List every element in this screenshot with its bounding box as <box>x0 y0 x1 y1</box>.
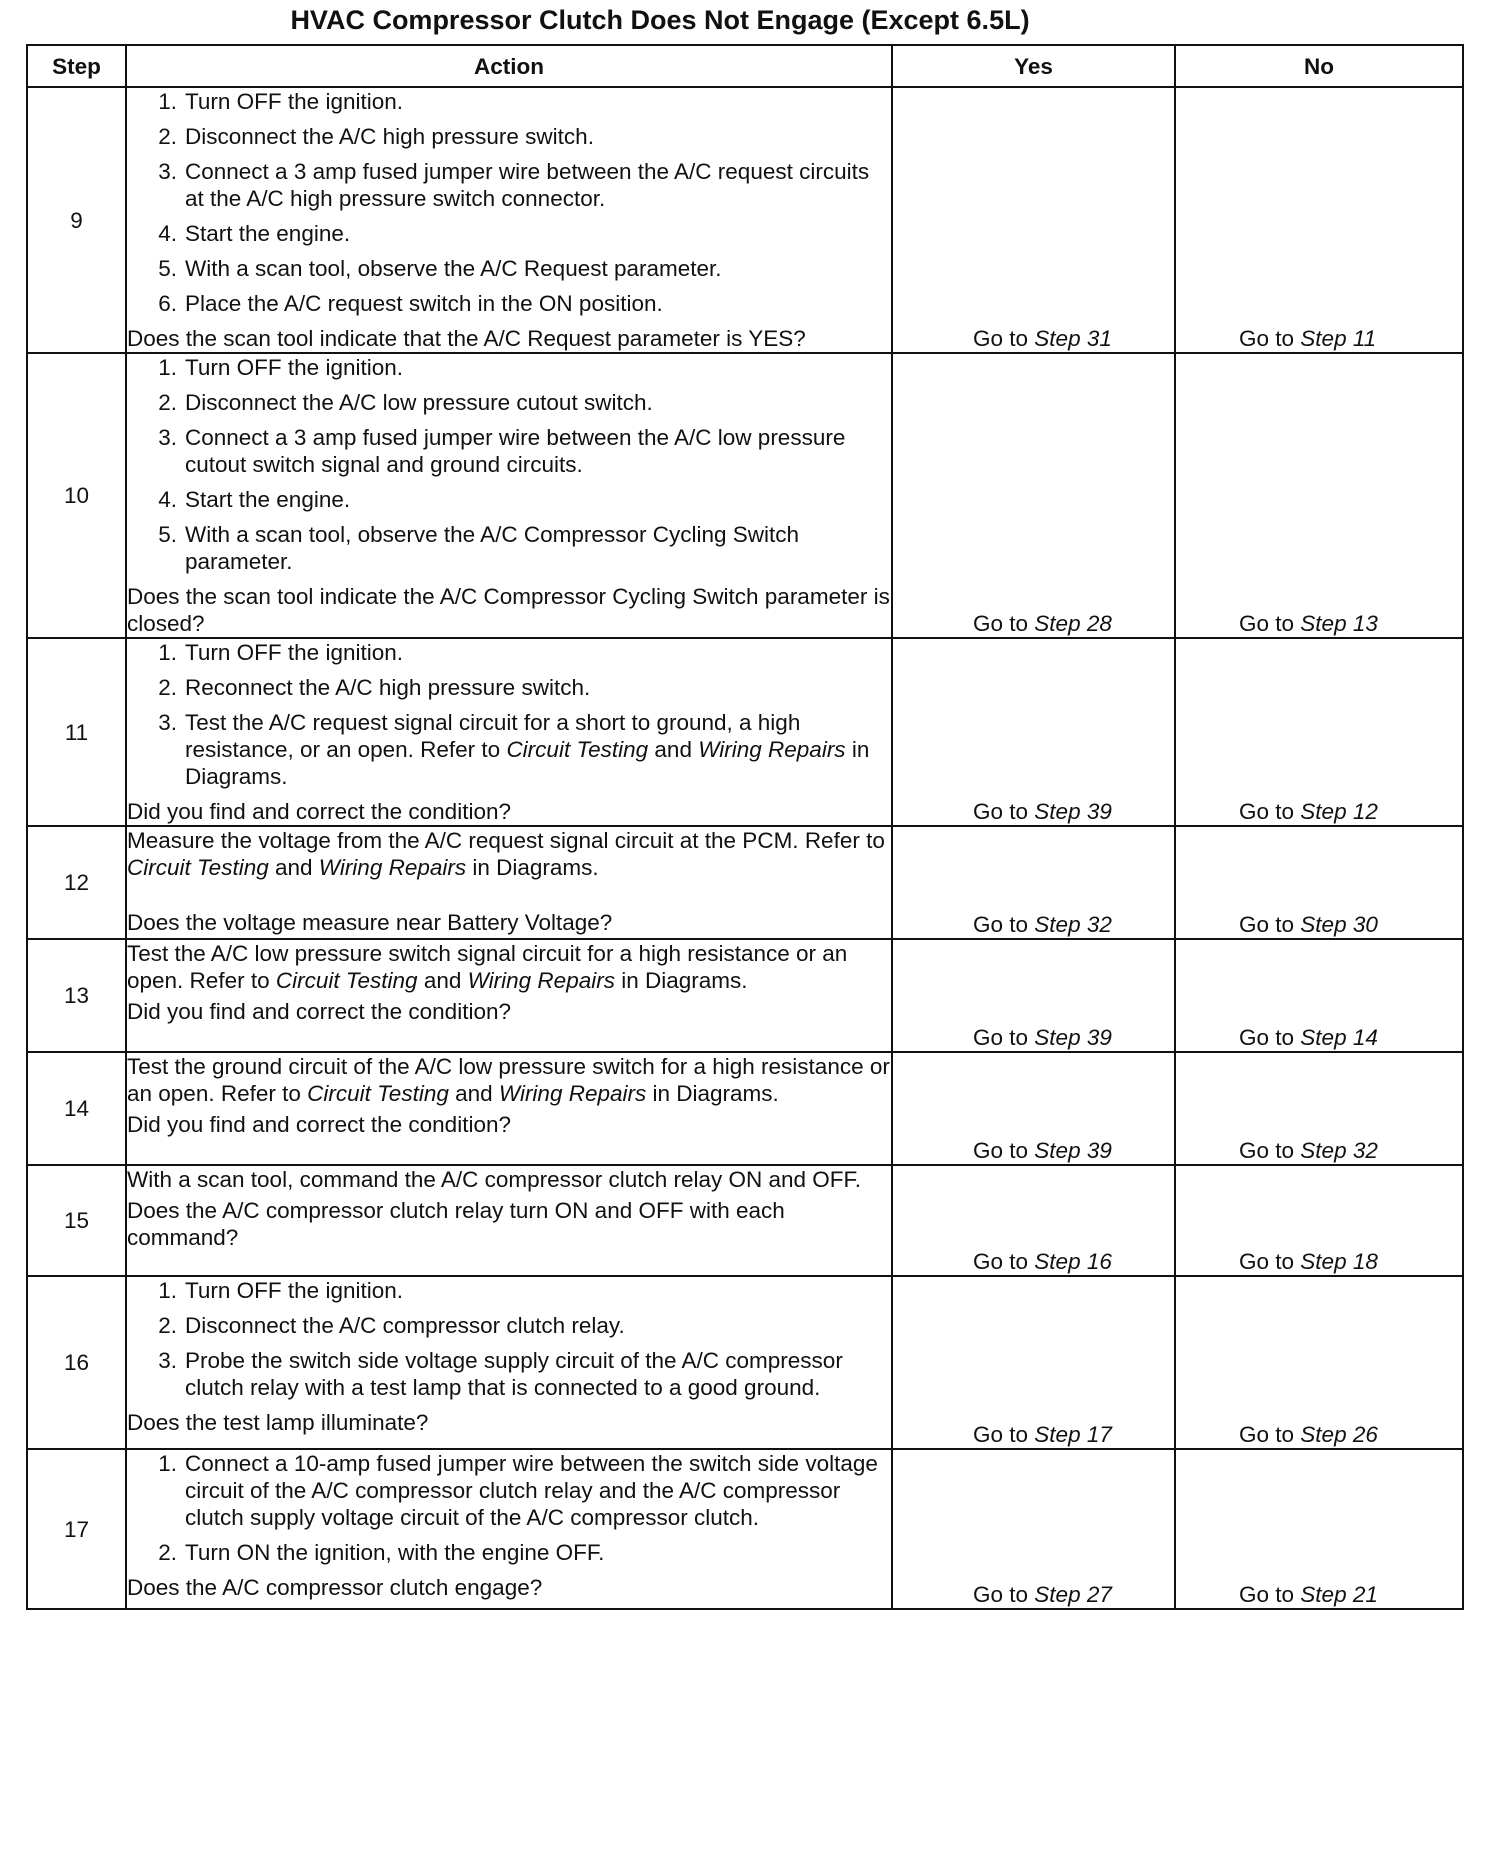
substep-text: With a scan tool, observe the A/C Request parameter. <box>185 256 722 281</box>
substep-text <box>185 709 891 790</box>
go-to-label: Go to <box>973 1138 1029 1163</box>
yes-result <box>893 1248 1174 1275</box>
go-to-label: Go to <box>1239 1422 1295 1447</box>
text-fragment: Test the A/C request signal circuit for a short to ground, a high resistance, or an open. Refer to <box>185 710 801 762</box>
no-result-cell <box>1175 1052 1463 1165</box>
go-to-label: Go to <box>1239 1249 1295 1274</box>
step-number: 15 <box>27 1165 126 1276</box>
step-number: 11 <box>27 638 126 826</box>
action-cell <box>126 826 892 939</box>
no-result <box>1176 911 1462 938</box>
text-fragment: in Diagrams. <box>185 737 870 789</box>
substep-number: 3. <box>158 425 177 450</box>
substep <box>127 290 891 317</box>
substep <box>127 1312 891 1339</box>
yes-result <box>893 798 1174 825</box>
header-no: No <box>1175 45 1463 87</box>
go-to-label: Go to <box>973 1025 1029 1050</box>
step-reference: Step 12 <box>1300 799 1378 824</box>
table-row <box>27 826 1463 939</box>
substep-number: 4. <box>158 221 177 246</box>
substep <box>127 424 891 478</box>
substep-text: With a scan tool, observe the A/C Compressor Cycling Switch parameter. <box>185 522 799 574</box>
header-yes: Yes <box>892 45 1175 87</box>
table-row <box>27 638 1463 826</box>
go-to-label: Go to <box>1239 611 1295 636</box>
no-result <box>1176 1421 1462 1448</box>
go-to-label: Go to <box>1239 912 1295 937</box>
substep <box>127 639 891 666</box>
go-to-label: Go to <box>1239 326 1295 351</box>
no-result <box>1176 1248 1462 1275</box>
action-paragraph <box>127 1053 891 1107</box>
action-cell <box>126 638 892 826</box>
substep-text: Start the engine. <box>185 221 351 246</box>
action-cell <box>126 1276 892 1449</box>
action-cell <box>126 87 892 353</box>
no-result-cell <box>1175 353 1463 638</box>
go-to-label: Go to <box>973 611 1029 636</box>
step-reference: Step 39 <box>1034 1025 1112 1050</box>
step-reference: Step 26 <box>1300 1422 1378 1447</box>
action-question: Did you find and correct the condition? <box>127 799 511 824</box>
yes-result-cell <box>892 638 1175 826</box>
yes-result <box>893 610 1174 637</box>
substep <box>127 486 891 513</box>
no-result-cell <box>1175 638 1463 826</box>
step-reference: Step 39 <box>1034 1138 1112 1163</box>
action-cell <box>126 353 892 638</box>
text-fragment: in Diagrams. <box>614 968 748 993</box>
substep-number: 5. <box>158 522 177 547</box>
substep <box>127 389 891 416</box>
go-to-label: Go to <box>973 1422 1029 1447</box>
reference-link-text: Wiring Repairs <box>467 968 615 993</box>
text-fragment: in Diagrams. <box>466 855 599 880</box>
reference-link-text: Circuit Testing <box>127 855 269 880</box>
yes-result-cell <box>892 1449 1175 1609</box>
step-number: 16 <box>27 1276 126 1449</box>
step-reference: Step 18 <box>1300 1249 1378 1274</box>
table-body <box>27 87 1463 1609</box>
go-to-label: Go to <box>973 799 1029 824</box>
substep <box>127 158 891 212</box>
table-row <box>27 1449 1463 1609</box>
table-row <box>27 353 1463 638</box>
substep-number: 2. <box>158 1313 177 1338</box>
go-to-label: Go to <box>1239 1582 1295 1607</box>
step-number: 17 <box>27 1449 126 1609</box>
substep-text: Turn OFF the ignition. <box>185 640 404 665</box>
substep-number: 2. <box>158 675 177 700</box>
step-number: 14 <box>27 1052 126 1165</box>
action-question: Does the voltage measure near Battery Voltage? <box>127 910 613 935</box>
table-row <box>27 939 1463 1052</box>
substep-text: Disconnect the A/C high pressure switch. <box>185 124 594 149</box>
step-number: 13 <box>27 939 126 1052</box>
action-question: Does the scan tool indicate the A/C Compressor Cycling Switch parameter is closed? <box>127 584 890 636</box>
substep <box>127 521 891 575</box>
table-row <box>27 1276 1463 1449</box>
substep-text: Start the engine. <box>185 487 351 512</box>
yes-result <box>893 1024 1174 1051</box>
yes-result <box>893 1137 1174 1164</box>
substep-text: Connect a 3 amp fused jumper wire between the A/C request circuits at the A/C high pressure switch connector. <box>185 159 870 211</box>
no-result-cell <box>1175 87 1463 353</box>
substep-number: 6. <box>158 291 177 316</box>
substep-text: Turn OFF the ignition. <box>185 355 404 380</box>
yes-result <box>893 1581 1174 1608</box>
text-fragment: and <box>648 737 699 762</box>
go-to-label: Go to <box>1239 799 1295 824</box>
action-question: Did you find and correct the condition? <box>127 1112 511 1137</box>
no-result-cell <box>1175 939 1463 1052</box>
text-fragment: Test the A/C low pressure switch signal circuit for a high resistance or an open. Refer to <box>127 941 848 993</box>
header-action: Action <box>126 45 892 87</box>
step-reference: Step 28 <box>1034 611 1112 636</box>
substep <box>127 1539 891 1566</box>
step-reference: Step 27 <box>1034 1582 1112 1607</box>
no-result <box>1176 610 1462 637</box>
substep-number: 2. <box>158 390 177 415</box>
substep-text: Place the A/C request switch in the ON position. <box>185 291 663 316</box>
substep-text: Reconnect the A/C high pressure switch. <box>185 675 591 700</box>
action-cell <box>126 1052 892 1165</box>
go-to-label: Go to <box>973 912 1029 937</box>
substep-number: 3. <box>158 1348 177 1373</box>
substep-number: 2. <box>158 124 177 149</box>
step-number: 12 <box>27 826 126 939</box>
reference-link-text: Circuit Testing <box>506 737 649 762</box>
step-reference: Step 30 <box>1300 912 1378 937</box>
step-number: 9 <box>27 87 126 353</box>
page-title: HVAC Compressor Clutch Does Not Engage (Except 6.5L) <box>290 5 1030 35</box>
substep-number: 1. <box>158 640 177 665</box>
go-to-label: Go to <box>973 1582 1029 1607</box>
no-result <box>1176 1581 1462 1608</box>
no-result <box>1176 1137 1462 1164</box>
no-result-cell <box>1175 1165 1463 1276</box>
go-to-label: Go to <box>1239 1138 1295 1163</box>
no-result-cell <box>1175 826 1463 939</box>
action-paragraph <box>127 940 891 994</box>
substep-text: Disconnect the A/C compressor clutch relay. <box>185 1313 625 1338</box>
reference-link-text: Wiring Repairs <box>318 855 467 880</box>
step-reference: Step 31 <box>1034 326 1112 351</box>
yes-result-cell <box>892 1165 1175 1276</box>
action-cell <box>126 939 892 1052</box>
table-header-row <box>27 45 1463 87</box>
substep-number: 1. <box>158 355 177 380</box>
action-question: Did you find and correct the condition? <box>127 999 511 1024</box>
substep <box>127 1347 891 1401</box>
substep-text: Connect a 3 amp fused jumper wire between the A/C low pressure cutout switch signal and ground circuits. <box>185 425 846 477</box>
table-row <box>27 1165 1463 1276</box>
action-paragraph <box>127 827 891 881</box>
go-to-label: Go to <box>973 326 1029 351</box>
step-number: 10 <box>27 353 126 638</box>
substep-number: 2. <box>158 1540 177 1565</box>
reference-link-text: Wiring Repairs <box>498 1081 647 1106</box>
action-question: Does the A/C compressor clutch engage? <box>127 1575 543 1600</box>
substep-text: Connect a 10-amp fused jumper wire between the switch side voltage circuit of the A/C compressor clutch relay and the A/C compressor clutch supply voltage circuit of the A/C compressor clutch. <box>185 1451 878 1530</box>
substep-number: 3. <box>158 159 177 184</box>
yes-result <box>893 911 1174 938</box>
no-result <box>1176 798 1462 825</box>
text-fragment: and <box>448 1081 499 1106</box>
substep-text: Disconnect the A/C low pressure cutout switch. <box>185 390 653 415</box>
yes-result-cell <box>892 1276 1175 1449</box>
substep <box>127 220 891 247</box>
action-cell <box>126 1449 892 1609</box>
header-step: Step <box>27 45 126 87</box>
table-row <box>27 1052 1463 1165</box>
substep <box>127 1277 891 1304</box>
no-result <box>1176 325 1462 352</box>
substep-text: Turn ON the ignition, with the engine OFF. <box>185 1540 605 1565</box>
yes-result-cell <box>892 826 1175 939</box>
step-reference: Step 32 <box>1034 912 1112 937</box>
text-fragment: and <box>268 855 319 880</box>
no-result <box>1176 1024 1462 1051</box>
table-row <box>27 87 1463 353</box>
substep-number: 1. <box>158 89 177 114</box>
substep-text: Probe the switch side voltage supply circuit of the A/C compressor clutch relay with a test lamp that is connected to a good ground. <box>185 1348 843 1400</box>
reference-link-text: Circuit Testing <box>307 1081 449 1106</box>
substep-number: 1. <box>158 1278 177 1303</box>
substep-number: 1. <box>158 1451 177 1476</box>
reference-link-text: Circuit Testing <box>275 968 418 993</box>
substep <box>127 1450 891 1531</box>
substep <box>127 123 891 150</box>
step-reference: Step 21 <box>1300 1582 1378 1607</box>
yes-result <box>893 325 1174 352</box>
yes-result-cell <box>892 87 1175 353</box>
substep <box>127 354 891 381</box>
action-question: Does the test lamp illuminate? <box>127 1410 429 1435</box>
substep <box>127 88 891 115</box>
diagnostic-table <box>26 44 1464 1610</box>
step-reference: Step 16 <box>1034 1249 1112 1274</box>
text-fragment: Measure the voltage from the A/C request signal circuit at the PCM. Refer to <box>127 828 885 853</box>
go-to-label: Go to <box>1239 1025 1295 1050</box>
step-reference: Step 13 <box>1300 611 1378 636</box>
substep <box>127 674 891 701</box>
text-fragment: Test the ground circuit of the A/C low pressure switch for a high resistance or an open. Refer to <box>127 1054 890 1106</box>
substep-number: 3. <box>158 710 177 735</box>
yes-result-cell <box>892 1052 1175 1165</box>
substep-text: Turn OFF the ignition. <box>185 89 404 114</box>
yes-result-cell <box>892 939 1175 1052</box>
action-paragraph <box>127 1166 891 1193</box>
substep-number: 4. <box>158 487 177 512</box>
text-fragment: and <box>417 968 468 993</box>
no-result-cell <box>1175 1449 1463 1609</box>
text-fragment: in Diagrams. <box>646 1081 779 1106</box>
reference-link-text: Wiring Repairs <box>698 737 846 762</box>
substep-text: Turn OFF the ignition. <box>185 1278 404 1303</box>
yes-result <box>893 1421 1174 1448</box>
action-question: Does the scan tool indicate that the A/C Request parameter is YES? <box>127 326 806 351</box>
step-reference: Step 14 <box>1300 1025 1378 1050</box>
step-reference: Step 39 <box>1034 799 1112 824</box>
substep-number: 5. <box>158 256 177 281</box>
action-question: Does the A/C compressor clutch relay turn ON and OFF with each command? <box>127 1198 785 1250</box>
step-reference: Step 32 <box>1300 1138 1378 1163</box>
no-result-cell <box>1175 1276 1463 1449</box>
step-reference: Step 17 <box>1034 1422 1112 1447</box>
step-reference: Step 11 <box>1300 326 1377 351</box>
text-fragment: With a scan tool, command the A/C compressor clutch relay ON and OFF. <box>127 1167 862 1192</box>
substep <box>127 709 891 790</box>
action-cell <box>126 1165 892 1276</box>
substep <box>127 255 891 282</box>
yes-result-cell <box>892 353 1175 638</box>
go-to-label: Go to <box>973 1249 1029 1274</box>
